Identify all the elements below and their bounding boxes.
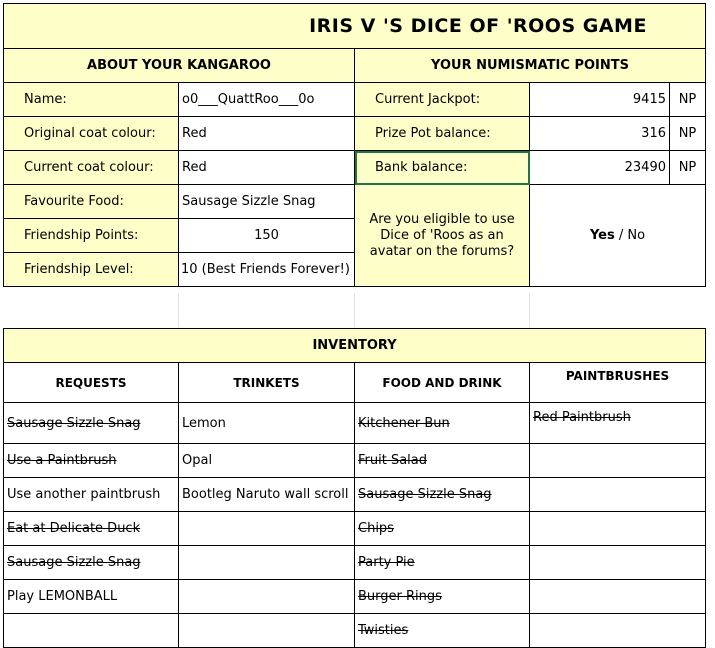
trinket-item[interactable]: Bootleg Naruto wall scroll (179, 478, 355, 512)
trinket-item[interactable] (179, 580, 355, 614)
stats-sheet (3, 3, 706, 287)
inventory-table (3, 328, 706, 648)
friendship-level-value[interactable]: 10 (Best Friends Forever!) (179, 253, 355, 287)
paintbrush-item[interactable] (530, 546, 706, 580)
food-item[interactable]: Twisties (355, 614, 530, 648)
column-header-food: FOOD AND DRINK (355, 363, 530, 403)
friendship-points-label: Friendship Points: (4, 219, 179, 253)
trinket-item[interactable]: Lemon (179, 403, 355, 444)
food-item[interactable]: Burger Rings (355, 580, 530, 614)
kangaroo-heading: ABOUT YOUR KANGAROO (4, 49, 355, 83)
jackpot-value[interactable]: 9415 (530, 83, 670, 117)
paintbrush-item[interactable] (530, 478, 706, 512)
points-heading: YOUR NUMISMATIC POINTS (355, 49, 706, 83)
inventory-heading: INVENTORY (4, 329, 706, 363)
request-item[interactable]: Use a Paintbrush (4, 444, 179, 478)
original-coat-value[interactable]: Red (179, 117, 355, 151)
bank-balance-label[interactable]: Bank balance: (355, 151, 530, 185)
prize-pot-label: Prize Pot balance: (355, 117, 530, 151)
food-item[interactable]: Sausage Sizzle Snag (355, 478, 530, 512)
name-label: Name: (4, 83, 179, 117)
eligibility-answer[interactable] (530, 185, 706, 287)
jackpot-unit: NP (670, 83, 706, 117)
inventory-row (4, 614, 706, 648)
answer-separator: / (614, 228, 628, 243)
paintbrush-item[interactable] (530, 444, 706, 478)
eligibility-question: Are you eligible to use Dice of 'Roos as an avatar on the forums? (355, 185, 530, 287)
favourite-food-label: Favourite Food: (4, 185, 179, 219)
trinket-item[interactable] (179, 614, 355, 648)
food-item[interactable]: Kitchener Bun (355, 403, 530, 444)
prize-pot-unit: NP (670, 117, 706, 151)
prize-pot-value[interactable]: 316 (530, 117, 670, 151)
friendship-level-label: Friendship Level: (4, 253, 179, 287)
empty-spreadsheet-row (3, 293, 714, 327)
bank-balance-unit: NP (670, 151, 706, 185)
request-item[interactable]: Eat at Delicate Duck (4, 512, 179, 546)
request-item[interactable]: Sausage Sizzle Snag (4, 403, 179, 444)
grid-line (354, 293, 355, 327)
request-item[interactable]: Play LEMONBALL (4, 580, 179, 614)
favourite-food-value[interactable]: Sausage Sizzle Snag (179, 185, 355, 219)
request-item[interactable]: Sausage Sizzle Snag (4, 546, 179, 580)
trinket-item[interactable]: Opal (179, 444, 355, 478)
paintbrush-item[interactable]: Red Paintbrush (530, 403, 706, 444)
grid-line (529, 293, 530, 327)
original-coat-label: Original coat colour: (4, 117, 179, 151)
paintbrush-item[interactable] (530, 580, 706, 614)
inventory-row (4, 403, 706, 444)
paintbrush-item[interactable] (530, 512, 706, 546)
current-coat-value[interactable]: Red (179, 151, 355, 185)
column-header-paintbrushes: PAINTBRUSHES (530, 363, 706, 403)
friendship-points-value[interactable]: 150 (179, 219, 355, 253)
current-coat-label: Current coat colour: (4, 151, 179, 185)
column-header-requests: REQUESTS (4, 363, 179, 403)
column-header-trinkets: TRINKETS (179, 363, 355, 403)
inventory-row (4, 444, 706, 478)
request-item[interactable]: Use another paintbrush (4, 478, 179, 512)
food-item[interactable]: Chips (355, 512, 530, 546)
request-item[interactable] (4, 614, 179, 648)
answer-no[interactable]: No (627, 228, 646, 243)
trinket-item[interactable] (179, 512, 355, 546)
answer-yes[interactable]: Yes (589, 228, 615, 243)
jackpot-label: Current Jackpot: (355, 83, 530, 117)
grid-line (178, 293, 179, 327)
inventory-row (4, 546, 706, 580)
food-item[interactable]: Party Pie (355, 546, 530, 580)
name-value[interactable]: o0___QuattRoo___0o (179, 83, 355, 117)
paintbrush-item[interactable] (530, 614, 706, 648)
inventory-row (4, 580, 706, 614)
trinket-item[interactable] (179, 546, 355, 580)
food-item[interactable]: Fruit Salad (355, 444, 530, 478)
page-title: IRIS V 'S DICE OF 'ROOS GAME (4, 4, 706, 49)
inventory-row (4, 512, 706, 546)
inventory-row (4, 478, 706, 512)
bank-balance-value[interactable]: 23490 (530, 151, 670, 185)
